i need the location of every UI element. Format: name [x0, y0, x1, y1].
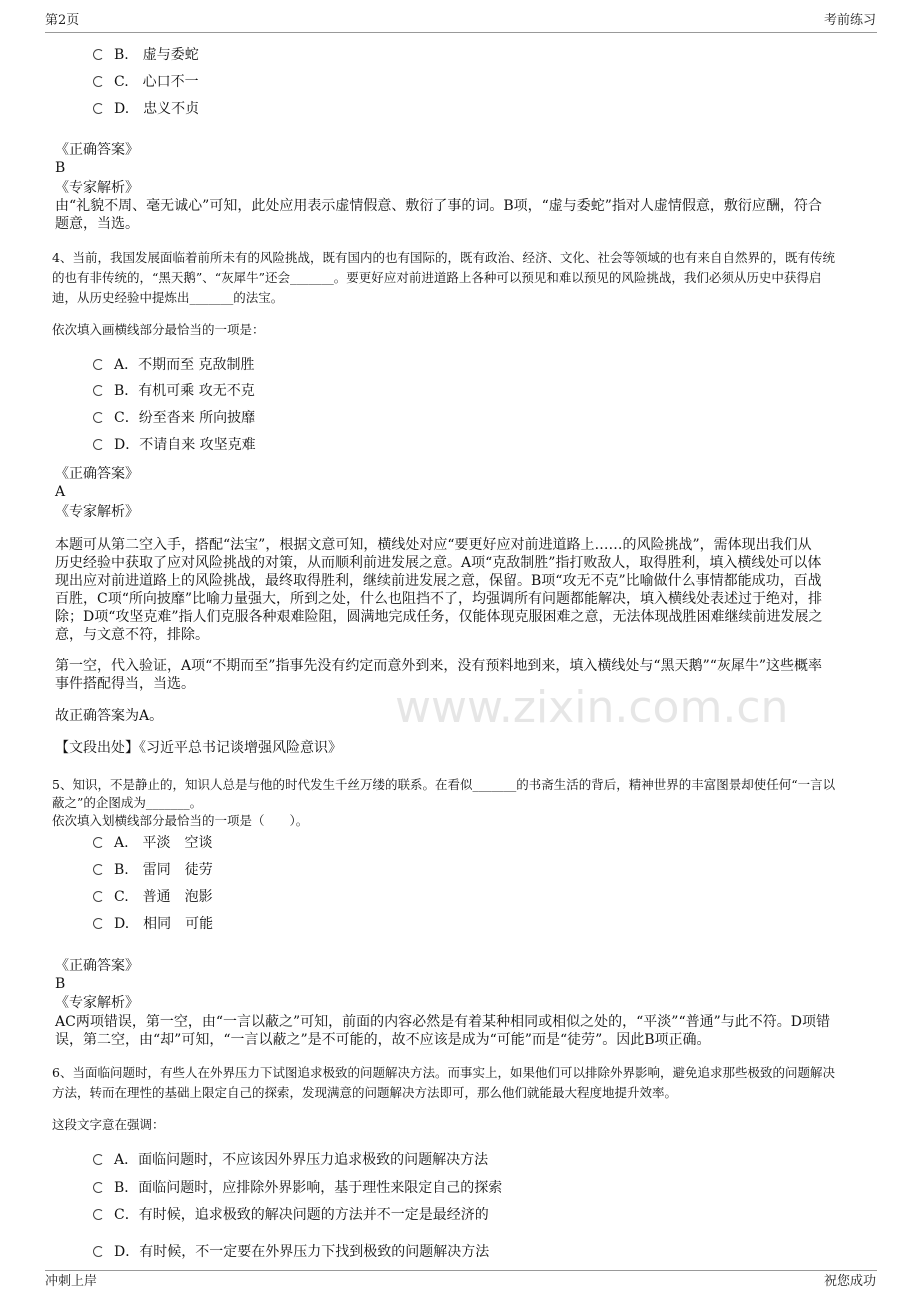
option-label: B. 虚与委蛇 [114, 47, 199, 63]
answer-label: 《正确答案》 [55, 466, 139, 482]
q4-option-a[interactable] [93, 356, 255, 374]
q4-option-d[interactable] [93, 436, 256, 454]
option-label: C. 普通 泡影 [114, 889, 213, 905]
q5-option-b[interactable] [93, 861, 213, 879]
answer-label: 《正确答案》 [55, 958, 139, 974]
radio-icon[interactable] [93, 918, 104, 929]
analysis-line: 第一空，代入验证，A项“不期而至”指事先没有约定而意外到来，没有预料地到来，填入横线处与“黑天鹅”“灰犀牛”这些概率 [55, 658, 823, 674]
radio-icon[interactable] [93, 412, 104, 423]
question-stem: 6、当面临问题时，有些人在外界压力下试图追求极致的问题解决方法。而事实上，如果他们可以排除外界影响，避免追求那些极致的问题解决 [52, 1065, 835, 1080]
q6-option-a[interactable] [93, 1151, 488, 1169]
radio-icon[interactable] [93, 439, 104, 450]
q5-option-c[interactable] [93, 888, 213, 906]
conclusion: 故正确答案为A。 [55, 708, 164, 724]
radio-icon[interactable] [93, 1182, 104, 1193]
analysis-line: 由“礼貌不周、毫无诚心”可知，此处应用表示虚情假意、敷衍了事的词。B项，“虚与委蛇”指对人虚情假意，敷衍应酬，符合 [55, 198, 822, 214]
option-label: D．不请自来 攻坚克难 [114, 437, 256, 453]
footer-left: 冲刺上岸 [45, 1274, 98, 1289]
q4-option-c[interactable] [93, 409, 255, 427]
analysis-label: 《专家解析》 [55, 504, 139, 520]
analysis-line: 现出应对前进道路上的风险挑战，最终取得胜利，继续前进发展之意，保留。B项“攻无不克”比喻做什么事情都能成功，百战 [55, 573, 822, 589]
radio-icon[interactable] [93, 385, 104, 396]
analysis-label: 《专家解析》 [55, 180, 139, 196]
analysis-line: AC两项错误，第一空，由“一言以蔽之”可知，前面的内容必然是有着某种相同或相似之处的，“平淡”“普通”与此不符。D项错 [55, 1014, 830, 1030]
analysis-line: 误，第二空，由“却”可知，“一言以蔽之”是不可能的，故不应该是成为“可能”而是“徒劳”。因此B项正确。 [55, 1032, 711, 1048]
answer-value: A [55, 484, 66, 500]
option-label: C．纷至沓来 所向披靡 [114, 410, 256, 426]
radio-icon[interactable] [93, 49, 104, 60]
analysis-line: 百胜，C项“所向披靡”比喻力量强大，所到之处，什么也阻挡不了，均强调所有问题都能解决，填入横线处表述过于绝对，排 [55, 591, 823, 607]
option-label: B. 雷同 徒劳 [114, 862, 213, 878]
q6-option-b[interactable] [93, 1179, 502, 1197]
radio-icon[interactable] [93, 1154, 104, 1165]
option-label: D．有时候，不一定要在外界压力下找到极致的问题解决方法 [114, 1244, 490, 1260]
question-stem: 4、当前，我国发展面临着前所未有的风险挑战，既有国内的也有国际的，既有政治、经济、文化、社会等领域的也有来自自然界的，既有传统 [52, 250, 835, 265]
question-prompt: 依次填入划横线部分最恰当的一项是（ ）。 [52, 813, 309, 828]
radio-icon[interactable] [93, 359, 104, 370]
answer-value: B [55, 976, 66, 992]
q6-option-d[interactable] [93, 1243, 489, 1261]
analysis-label: 《专家解析》 [55, 995, 139, 1011]
q3-option-b[interactable] [93, 46, 199, 64]
option-label: C. 心口不一 [114, 74, 199, 90]
question-stem: 的也有非传统的，“黑天鹅”、“灰犀牛”还会_______。要更好应对前进道路上各种可以预见和难以预见的风险挑战，我们必须从历史中获得启 [52, 270, 822, 285]
analysis-line: 除；D项“攻坚克难”指人们克服各种艰难险阻，圆满地完成任务，仅能体现克服困难之意，无法体现战胜困难继续前进发展之 [55, 609, 823, 625]
header-rule [45, 32, 877, 33]
option-label: B．有机可乘 攻无不克 [114, 383, 255, 399]
q5-option-d[interactable] [93, 915, 213, 933]
option-label: A．面临问题时，不应该因外界压力追求极致的问题解决方法 [114, 1152, 489, 1168]
analysis-line: 题意，当选。 [55, 216, 139, 232]
analysis-line: 历史经验中获取了应对风险挑战的对策，从而顺利前进发展之意。A项“克敌制胜”指打败敌人，取得胜利，填入横线处可以体 [55, 555, 822, 571]
source-citation: 【文段出处】《习近平总书记谈增强风险意识》 [55, 740, 342, 756]
option-label: D. 忠义不贞 [114, 101, 200, 117]
header-title: 考前练习 [823, 13, 876, 28]
option-label: A．不期而至 克敌制胜 [114, 357, 255, 373]
question-stem: 5、知识，不是静止的，知识人总是与他的时代发生千丝万缕的联系。在看似_______的书斋生活的背后，精神世界的丰富图景却使任何“一言以 [52, 777, 836, 792]
footer-right: 祝您成功 [823, 1274, 876, 1289]
radio-icon[interactable] [93, 864, 104, 875]
analysis-line: 事件搭配得当，当选。 [55, 676, 195, 692]
watermark: www.zixin.com.cn [395, 682, 789, 733]
page-number: 第2页 [45, 13, 80, 28]
radio-icon[interactable] [93, 1209, 104, 1220]
option-label: D. 相同 可能 [114, 916, 214, 932]
question-prompt: 这段文字意在强调： [52, 1117, 165, 1132]
answer-value: B [55, 160, 66, 176]
q3-option-c[interactable] [93, 73, 199, 91]
footer-rule [45, 1270, 877, 1271]
option-label: C．有时候，追求极致的解决问题的方法并不一定是最经济的 [114, 1207, 489, 1223]
answer-label: 《正确答案》 [55, 142, 139, 158]
radio-icon[interactable] [93, 76, 104, 87]
question-stem: 迪，从历史经验中提炼出_______的法宝。 [52, 290, 284, 305]
option-label: B．面临问题时，应排除外界影响，基于理性来限定自己的探索 [114, 1180, 503, 1196]
question-prompt: 依次填入画横线部分最恰当的一项是： [52, 322, 265, 337]
radio-icon[interactable] [93, 1246, 104, 1257]
option-label: A. 平淡 空谈 [114, 835, 213, 851]
question-stem: 方法，转而在理性的基础上限定自己的探索，发现满意的问题解决方法即可，那么他们就能最大程度地提升效率。 [52, 1085, 678, 1100]
analysis-line: 本题可从第二空入手，搭配“法宝”，根据文意可知，横线处对应“要更好应对前进道路上……的风险挑战”，需体现出我们从 [55, 537, 812, 553]
radio-icon[interactable] [93, 837, 104, 848]
q4-option-b[interactable] [93, 382, 255, 400]
radio-icon[interactable] [93, 103, 104, 114]
q6-option-c[interactable] [93, 1206, 489, 1224]
q3-option-d[interactable] [93, 100, 199, 118]
analysis-line: 意，与文意不符，排除。 [55, 627, 209, 643]
q5-option-a[interactable] [93, 834, 213, 852]
radio-icon[interactable] [93, 891, 104, 902]
question-stem: 蔽之”的企图成为_______。 [52, 795, 203, 810]
